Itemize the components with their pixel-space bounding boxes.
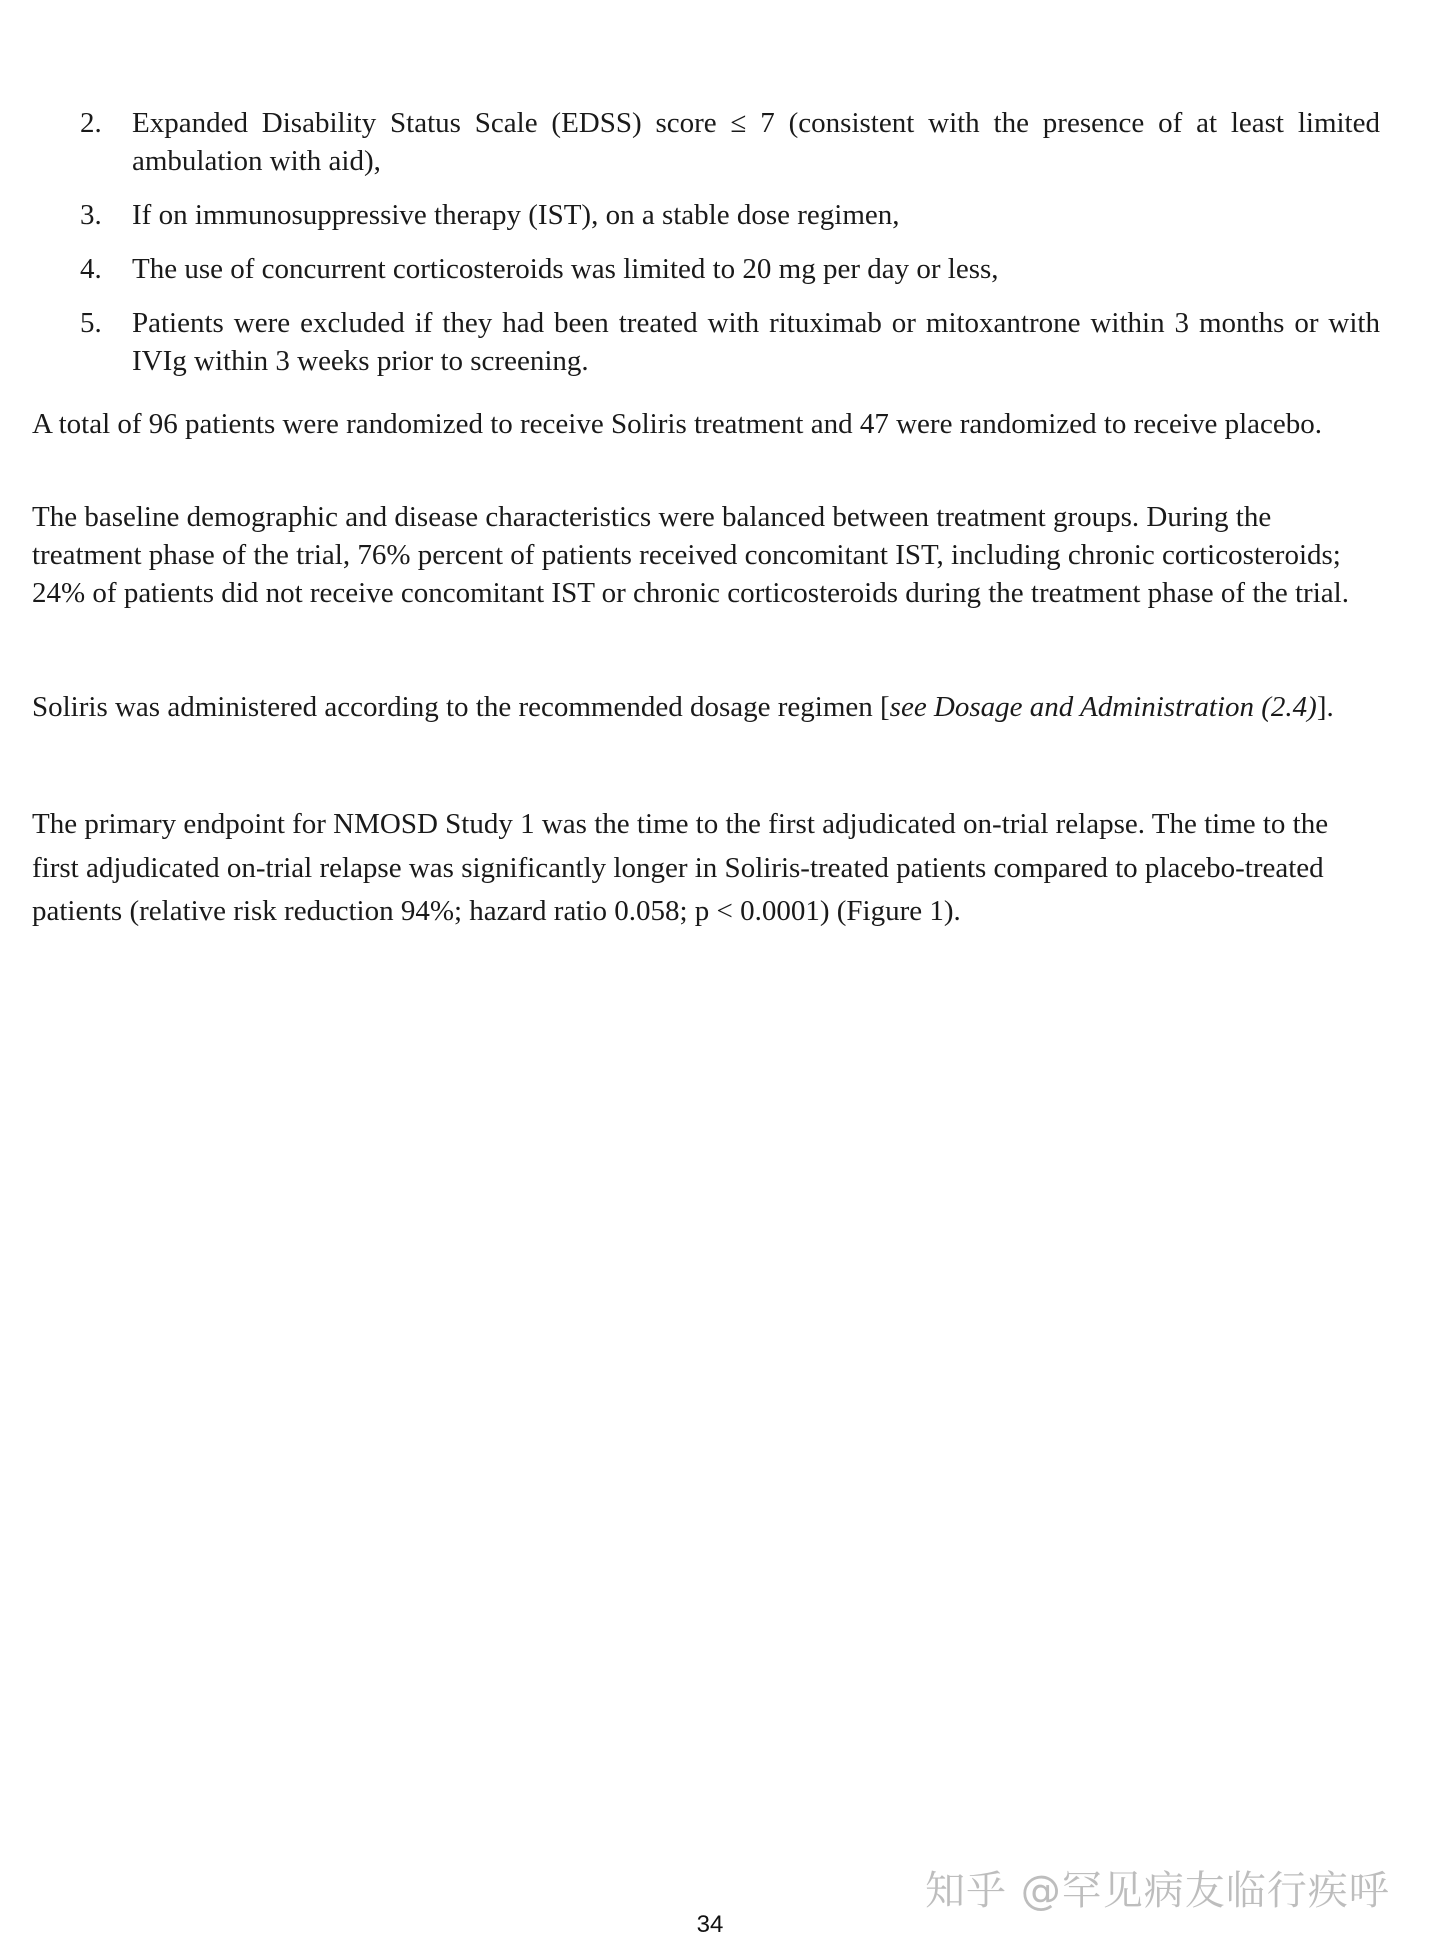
primary-endpoint-paragraph: The primary endpoint for NMOSD Study 1 was the time to the first adjudicated on-trial relapse. The time to the first adjudicated on-trial relapse was significantly longer in Soliris-treated patients compared to placebo-treated patients (relative risk reduction 94%; hazard ratio 0.058; p < 0.0001) (Figure 1). bbox=[32, 808, 1329, 927]
list-item-number: 4. bbox=[80, 253, 102, 285]
list-item bbox=[80, 304, 1380, 380]
randomization-paragraph: A total of 96 patients were randomized to receive Soliris treatment and 47 were randomized to receive placebo. bbox=[32, 408, 1323, 440]
list-item-number: 2. bbox=[80, 107, 102, 139]
dosage-paragraph bbox=[32, 688, 1382, 726]
list-item-text: Patients were excluded if they had been treated with rituximab or mitoxantrone within 3 months or with IVIg within 3 weeks prior to screening. bbox=[132, 307, 1380, 377]
list-item-number: 5. bbox=[80, 307, 102, 339]
dosage-reference: see Dosage and Administration (2.4) bbox=[889, 691, 1317, 723]
list-item bbox=[80, 250, 1380, 288]
dosage-text: Soliris was administered according to the recommended dosage regimen [ bbox=[32, 691, 890, 723]
list-item bbox=[80, 104, 1380, 180]
eligibility-criteria-list bbox=[80, 104, 1380, 396]
page-number: 34 bbox=[696, 1911, 724, 1938]
list-item-text: If on immunosuppressive therapy (IST), on a stable dose regimen, bbox=[132, 199, 900, 231]
zhihu-watermark: 知乎 @罕见病友临行疾呼 bbox=[925, 1868, 1390, 1914]
baseline-characteristics-paragraph: The baseline demographic and disease characteristics were balanced between treatment groups. During the treatment phase of the trial, 76% percent of patients received concomitant IST, including chronic corticosteroids; 24% of patients did not receive concomitant IST or chronic corticosteroids during the treatment phase of the trial. bbox=[32, 501, 1349, 609]
list-item-number: 3. bbox=[80, 199, 102, 231]
list-item bbox=[80, 196, 1380, 234]
list-item-text: Expanded Disability Status Scale (EDSS) score ≤ 7 (consistent with the presence of at least limited ambulation with aid), bbox=[132, 107, 1380, 177]
list-item-text: The use of concurrent corticosteroids was limited to 20 mg per day or less, bbox=[132, 253, 999, 285]
dosage-closing: ]. bbox=[1316, 691, 1334, 723]
